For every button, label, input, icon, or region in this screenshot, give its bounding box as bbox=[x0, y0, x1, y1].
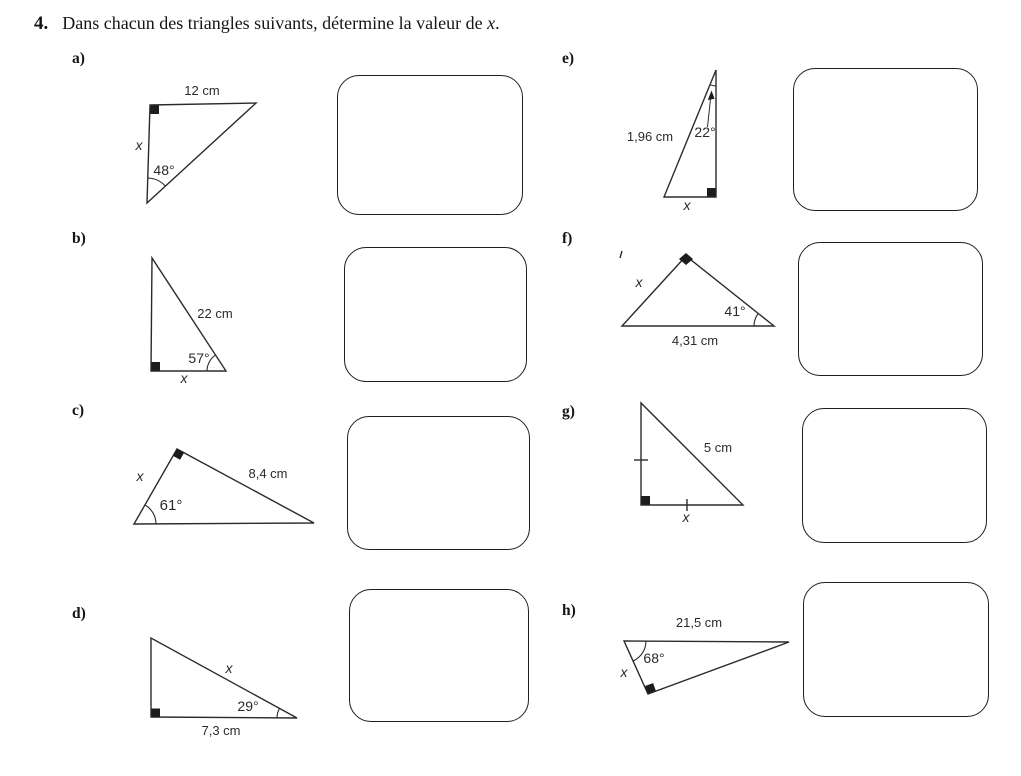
problem-letter-d: d) bbox=[72, 605, 86, 622]
problem-letter-e: e) bbox=[562, 50, 575, 67]
right-angle-marker bbox=[151, 106, 160, 115]
answer-box-b[interactable] bbox=[344, 247, 527, 382]
angle-value-label: 48° bbox=[153, 162, 175, 178]
side-length-label: 22 cm bbox=[197, 306, 233, 321]
triangle-outline bbox=[147, 103, 256, 203]
angle-arc bbox=[754, 314, 758, 327]
triangle-outline bbox=[622, 256, 774, 326]
side-length-label: 12 cm bbox=[184, 83, 220, 98]
angle-arc bbox=[145, 505, 156, 524]
problem-letter-f: f) bbox=[562, 230, 573, 247]
triangle-a-diagram bbox=[120, 80, 270, 210]
side-length-label: 1,96 cm bbox=[626, 129, 674, 144]
problem-letter-a: a) bbox=[72, 50, 85, 67]
angle-value-label: 61° bbox=[159, 497, 183, 514]
x-side-label: x bbox=[635, 274, 643, 290]
side-length-label: 7,3 cm bbox=[201, 723, 241, 738]
angle-value-label: 57° bbox=[188, 350, 210, 366]
x-side-label: x bbox=[136, 468, 144, 484]
apex-arrow-head-icon bbox=[708, 91, 715, 101]
answer-box-a[interactable] bbox=[337, 75, 523, 215]
angle-value-label: 41° bbox=[724, 303, 746, 319]
answer-box-d[interactable] bbox=[349, 589, 529, 722]
answer-box-c[interactable] bbox=[347, 416, 530, 550]
angle-arc bbox=[277, 708, 280, 718]
triangle-g-diagram bbox=[620, 395, 760, 530]
answer-box-h[interactable] bbox=[803, 582, 989, 717]
side-length-label: 21,5 cm bbox=[675, 615, 723, 630]
answer-box-f[interactable] bbox=[798, 242, 983, 376]
x-side-label: x bbox=[225, 660, 233, 676]
triangle-outline bbox=[151, 638, 297, 718]
side-length-label: 4,31 cm bbox=[671, 333, 719, 348]
exercise-title bbox=[34, 13, 500, 36]
right-angle-marker bbox=[152, 362, 161, 371]
triangle-b-diagram bbox=[140, 250, 250, 390]
x-side-label: x bbox=[683, 197, 691, 213]
exercise-period: . bbox=[495, 13, 500, 33]
side-length-label: 5 cm bbox=[703, 440, 733, 455]
right-angle-marker bbox=[679, 253, 693, 265]
right-angle-marker bbox=[152, 709, 161, 718]
problem-letter-g: g) bbox=[562, 403, 575, 420]
x-side-label: x bbox=[180, 370, 188, 386]
x-side-label: x bbox=[135, 137, 143, 153]
stray-mark bbox=[620, 251, 622, 258]
right-angle-marker bbox=[707, 188, 716, 197]
angle-value-label: 68° bbox=[643, 650, 665, 666]
triangle-h-diagram bbox=[605, 605, 800, 705]
exercise-number: 4. bbox=[34, 13, 49, 34]
problem-letter-b: b) bbox=[72, 230, 86, 247]
angle-arc bbox=[710, 85, 716, 86]
side-length-label: 8,4 cm bbox=[248, 466, 288, 481]
angle-arc bbox=[148, 178, 166, 186]
exercise-variable: x bbox=[487, 13, 496, 33]
angle-value-label: 29° bbox=[237, 698, 259, 714]
right-angle-marker bbox=[173, 449, 184, 460]
right-angle-marker bbox=[642, 496, 651, 505]
triangle-d-diagram bbox=[140, 625, 310, 740]
exercise-instruction: Dans chacun des triangles suivants, détermine la valeur de bbox=[62, 13, 488, 33]
answer-box-g[interactable] bbox=[802, 408, 987, 543]
triangle-f-diagram bbox=[610, 245, 785, 350]
triangle-e-diagram bbox=[610, 60, 745, 215]
x-side-label: x bbox=[682, 509, 690, 525]
x-side-label: x bbox=[620, 664, 628, 680]
problem-letter-h: h) bbox=[562, 602, 576, 619]
answer-box-e[interactable] bbox=[793, 68, 978, 211]
problem-letter-c: c) bbox=[72, 402, 85, 419]
angle-value-label: 22° bbox=[694, 124, 716, 140]
triangle-c-diagram bbox=[120, 440, 330, 535]
